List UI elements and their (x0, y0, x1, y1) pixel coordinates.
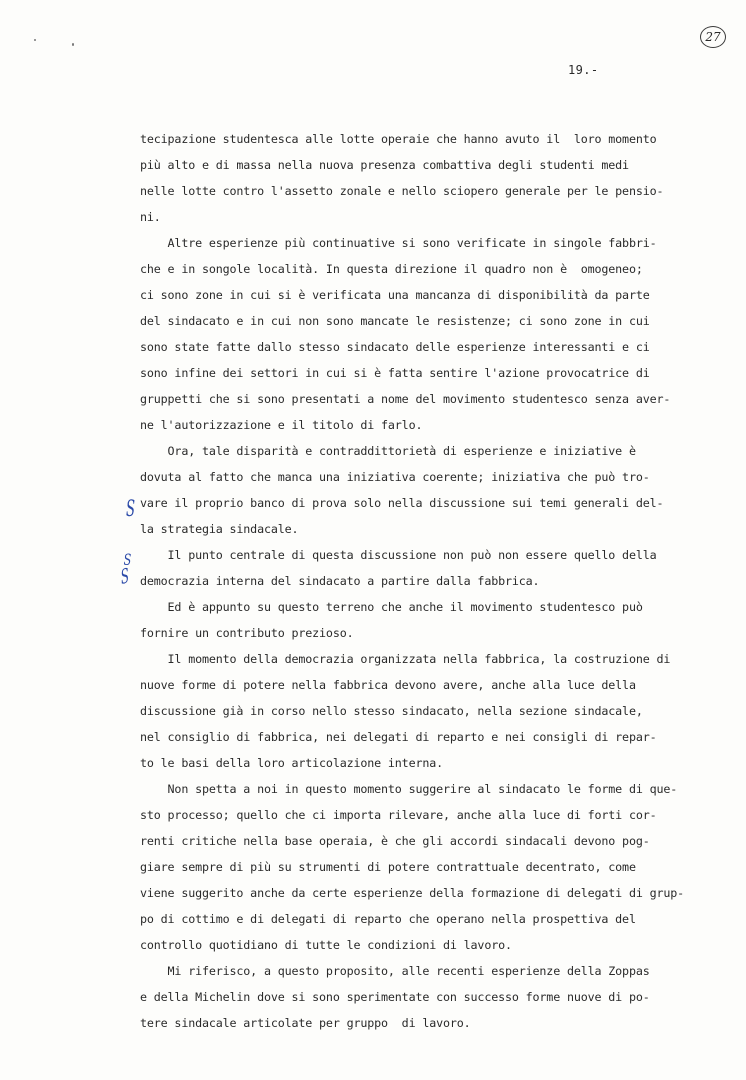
text-line: po di cottimo e di delegati di reparto che operano nella prospettiva del (140, 912, 636, 926)
text-line: nuove forme di potere nella fabbrica devono avere, anche alla luce della (140, 678, 636, 692)
text-line: ne l'autorizzazione e il titolo di farlo. (140, 418, 423, 432)
text-line: nel consiglio di fabbrica, nei delegati di reparto e nei consigli di repar- (140, 730, 657, 744)
text-line: la strategia sindacale. (140, 522, 299, 536)
text-line: Ed è appunto su questo terreno che anche il movimento studentesco può (140, 600, 643, 614)
text-line: tecipazione studentesca alle lotte operaie che hanno avuto il loro momento (140, 132, 657, 146)
text-line: sono state fatte dallo stesso sindacato delle esperienze interessanti e ci (140, 340, 650, 354)
margin-annotation-mark: S (123, 550, 132, 569)
text-line: discussione già in corso nello stesso sindacato, nella sezione sindacale, (140, 704, 643, 718)
margin-annotation-mark: S (126, 497, 136, 522)
text-line: Il momento della democrazia organizzata nella fabbrica, la costruzione di (140, 652, 671, 666)
text-line: Non spetta a noi in questo momento suggerire al sindacato le forme di que- (140, 782, 678, 796)
page-number: 19.- (568, 63, 599, 77)
text-line: del sindacato e in cui non sono mancate le resistenze; ci sono zone in cui (140, 314, 650, 328)
text-line: viene suggerito anche da certe esperienze della formazione di delegati di grup- (140, 886, 685, 900)
scan-speck (72, 43, 74, 46)
text-line: ci sono zone in cui si è verificata una mancanza di disponibilità da parte (140, 288, 650, 302)
text-line: nelle lotte contro l'assetto zonale e nello sciopero generale per le pensio- (140, 184, 664, 198)
text-line: gruppetti che si sono presentati a nome del movimento studentesco senza aver- (140, 392, 671, 406)
typed-body-text (140, 126, 700, 1036)
text-line: renti critiche nella base operaia, è che gli accordi sindacali devono pog- (140, 834, 650, 848)
text-line: e della Michelin dove si sono sperimentate con successo forme nuove di po- (140, 990, 650, 1004)
archive-stamp: 27 (700, 26, 726, 48)
text-line: controllo quotidiano di tutte le condizioni di lavoro. (140, 938, 512, 952)
text-line: vare il proprio banco di prova solo nella discussione sui temi generali del- (140, 496, 664, 510)
text-line: sto processo; quello che ci importa rilevare, anche alla luce di forti cor- (140, 808, 657, 822)
text-line: più alto e di massa nella nuova presenza combattiva degli studenti medi (140, 158, 629, 172)
text-line: to le basi della loro articolazione interna. (140, 756, 444, 770)
text-line: democrazia interna del sindacato a partire dalla fabbrica. (140, 574, 540, 588)
text-line: fornire un contributo prezioso. (140, 626, 354, 640)
text-line: Altre esperienze più continuative si sono verificate in singole fabbri- (140, 236, 657, 250)
text-line: sono infine dei settori in cui si è fatta sentire l'azione provocatrice di (140, 366, 650, 380)
text-line: ni. (140, 210, 161, 224)
text-line: Mi riferisco, a questo proposito, alle recenti esperienze della Zoppas (140, 964, 650, 978)
scan-speck (34, 39, 36, 41)
text-line: che e in songole località. In questa direzione il quadro non è omogeneo; (140, 262, 643, 276)
text-line: giare sempre di più su strumenti di potere contrattuale decentrato, come (140, 860, 636, 874)
margin-annotation-mark: S (119, 562, 131, 590)
text-line: tere sindacale articolate per gruppo di lavoro. (140, 1016, 471, 1030)
text-line: Il punto centrale di questa discussione non può non essere quello della (140, 548, 657, 562)
text-line: dovuta al fatto che manca una iniziativa coerente; iniziativa che può tro- (140, 470, 650, 484)
text-line: Ora, tale disparità e contraddittorietà di esperienze e iniziative è (140, 444, 636, 458)
